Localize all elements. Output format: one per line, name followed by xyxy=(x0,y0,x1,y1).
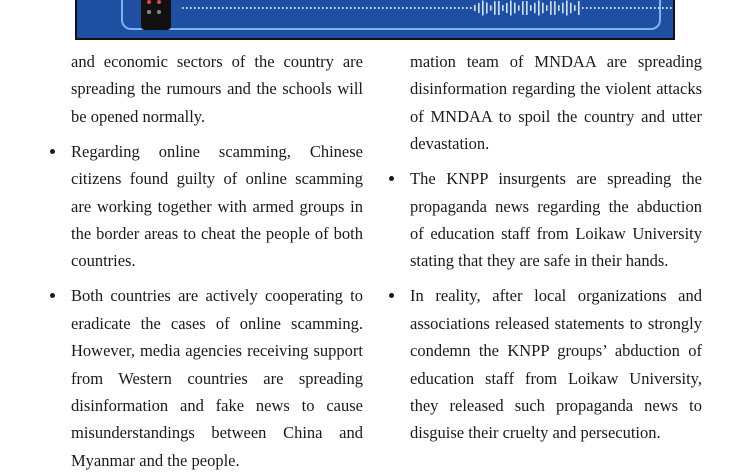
wave-bar xyxy=(194,7,196,9)
wave-bar xyxy=(622,7,624,9)
wave-bar xyxy=(402,7,404,9)
wave-bar xyxy=(226,7,228,9)
wave-bar xyxy=(526,1,528,15)
wave-bar xyxy=(486,3,488,14)
wave-bar xyxy=(434,7,436,9)
wave-bar xyxy=(574,5,576,11)
wave-bar xyxy=(410,7,412,9)
left-continuation-paragraph: and economic sectors of the country are spreading the rumours and the schools will be opened normally. xyxy=(71,52,363,126)
wave-bar xyxy=(330,7,332,9)
wave-bar xyxy=(490,5,492,10)
wave-bar xyxy=(306,7,308,9)
wave-bar xyxy=(514,3,516,14)
wave-bar xyxy=(642,7,644,9)
wave-bar xyxy=(454,7,456,9)
wave-bar xyxy=(274,7,276,9)
bullet-icon xyxy=(389,176,394,181)
list-item-text: The KNPP insurgents are spreading the propaganda news regarding the abduction of education staff from Loikaw University stating that they are safe in their hands. xyxy=(410,169,702,271)
wave-bar xyxy=(498,1,500,15)
wave-bar xyxy=(510,1,512,16)
wave-bar xyxy=(634,7,636,9)
wave-bar xyxy=(594,7,596,9)
right-column xyxy=(410,48,702,447)
bullet-icon xyxy=(389,293,394,298)
wave-bar xyxy=(438,7,440,9)
wave-bar xyxy=(674,7,675,9)
wave-bar xyxy=(442,7,444,9)
wave-bar xyxy=(298,7,300,9)
list-item xyxy=(71,138,363,275)
wave-bar xyxy=(350,7,352,9)
wave-bar xyxy=(462,7,464,9)
wave-bar xyxy=(430,7,432,9)
wave-bar xyxy=(222,7,224,9)
wave-bar xyxy=(270,7,272,9)
wave-bar xyxy=(458,7,460,9)
wave-bar xyxy=(646,7,648,9)
wave-bar xyxy=(310,7,312,9)
list-item-text: In reality, after local organizations and associations released statements to strongly condemn the KNPP groups’ abduction of education staff from Loikaw University, they released such propaganda news to disguise their cruelty and persecution. xyxy=(410,286,702,443)
wave-bar xyxy=(506,3,508,13)
wave-bar xyxy=(550,1,552,15)
wave-bar xyxy=(570,3,572,13)
list-item-text: Regarding online scamming, Chinese citizens found guilty of online scamming are working together with armed groups in the border areas to cheat the people of both countries. xyxy=(71,141,363,271)
wave-bar xyxy=(418,7,420,9)
wave-bar xyxy=(218,7,220,9)
wave-bar xyxy=(450,7,452,9)
wave-bar xyxy=(326,7,328,9)
wave-bar xyxy=(562,3,564,14)
wave-bar xyxy=(234,7,236,9)
wave-bar xyxy=(398,7,400,9)
wave-bar xyxy=(182,7,184,9)
left-column xyxy=(71,48,363,474)
wave-bar xyxy=(478,3,480,13)
wave-bar xyxy=(542,3,544,14)
right-continuation-paragraph: mation team of MNDAA are spreading disinformation regarding the violent attacks of MNDAA to spoil the country and utter devastation. xyxy=(410,52,702,154)
sound-wave-graphic xyxy=(180,0,675,17)
wave-bar xyxy=(406,7,408,9)
wave-bar xyxy=(262,7,264,9)
wave-bar xyxy=(446,7,448,9)
wave-bar xyxy=(530,5,532,11)
wave-bar xyxy=(342,7,344,9)
wave-bar xyxy=(278,7,280,9)
wave-bar xyxy=(190,7,192,9)
wave-bar xyxy=(610,7,612,9)
wave-bar xyxy=(394,7,396,9)
wave-bar xyxy=(286,7,288,9)
wave-bar xyxy=(362,7,364,9)
wave-bar xyxy=(422,7,424,9)
wave-bar xyxy=(370,7,372,9)
wave-bar xyxy=(606,7,608,9)
wave-bar xyxy=(206,7,208,9)
wave-bar xyxy=(494,1,496,15)
wave-bar xyxy=(266,7,268,9)
wave-bar xyxy=(538,1,540,16)
wave-bar xyxy=(382,7,384,9)
wave-bar xyxy=(242,7,244,9)
wave-bar xyxy=(670,7,672,9)
wave-bar xyxy=(374,7,376,9)
wave-bar xyxy=(322,7,324,9)
wave-bar xyxy=(258,7,260,9)
phone-button-dot xyxy=(147,0,151,4)
wave-bar xyxy=(666,7,668,9)
wave-bar xyxy=(518,5,520,10)
wave-bar xyxy=(338,7,340,9)
wave-bar xyxy=(626,7,628,9)
wave-bar xyxy=(238,7,240,9)
list-item xyxy=(410,282,702,446)
wave-bar xyxy=(566,1,568,16)
wave-bar xyxy=(602,7,604,9)
wave-bar xyxy=(650,7,652,9)
wave-bar xyxy=(346,7,348,9)
wave-bar xyxy=(414,7,416,9)
wave-bar xyxy=(598,7,600,9)
wave-bar xyxy=(318,7,320,9)
phone-icon xyxy=(141,0,171,30)
wave-bar xyxy=(386,7,388,9)
wave-bar xyxy=(390,7,392,9)
wave-bar xyxy=(590,7,592,9)
list-item-text: Both countries are actively cooperating to eradicate the cases of online scamming. However, media agencies receiving support from Western countries are spreading disinformation and fake news to cause misunderstandings between China and Myanmar and the people. xyxy=(71,286,363,470)
phone-button-dot xyxy=(157,10,161,14)
phone-button-dot xyxy=(157,0,161,4)
wave-bar xyxy=(230,7,232,9)
list-item xyxy=(71,282,363,474)
wave-bar xyxy=(294,7,296,9)
wave-bar xyxy=(290,7,292,9)
wave-bar xyxy=(426,7,428,9)
wave-bar xyxy=(638,7,640,9)
wave-bar xyxy=(658,7,660,9)
wave-bar xyxy=(630,7,632,9)
wave-bar xyxy=(202,7,204,9)
wave-bar xyxy=(554,1,556,15)
wave-bar xyxy=(482,1,484,16)
wave-bar xyxy=(502,5,504,11)
list-item xyxy=(410,165,702,275)
wave-bar xyxy=(582,7,584,9)
bullet-icon xyxy=(50,149,55,154)
wave-bar xyxy=(186,7,188,9)
top-banner-image xyxy=(75,0,675,40)
wave-bar xyxy=(198,7,200,9)
wave-bar xyxy=(558,5,560,11)
wave-bar xyxy=(302,7,304,9)
wave-bar xyxy=(210,7,212,9)
wave-bar xyxy=(354,7,356,9)
wave-bar xyxy=(214,7,216,9)
wave-bar xyxy=(618,7,620,9)
phone-button-dot xyxy=(147,10,151,14)
wave-bar xyxy=(254,7,256,9)
wave-bar xyxy=(246,7,248,9)
wave-bar xyxy=(470,7,472,9)
bullet-icon xyxy=(50,293,55,298)
wave-bar xyxy=(474,5,476,11)
wave-bar xyxy=(578,1,580,15)
wave-bar xyxy=(358,7,360,9)
wave-bar xyxy=(534,3,536,13)
wave-bar xyxy=(250,7,252,9)
wave-bar xyxy=(546,5,548,11)
wave-bar xyxy=(378,7,380,9)
wave-bar xyxy=(662,7,664,9)
wave-bar xyxy=(334,7,336,9)
wave-bar xyxy=(282,7,284,9)
wave-bar xyxy=(614,7,616,9)
wave-bar xyxy=(314,7,316,9)
wave-bar xyxy=(586,7,588,9)
wave-bar xyxy=(654,7,656,9)
wave-bar xyxy=(366,7,368,9)
wave-bar xyxy=(466,7,468,9)
wave-bar xyxy=(522,1,524,15)
